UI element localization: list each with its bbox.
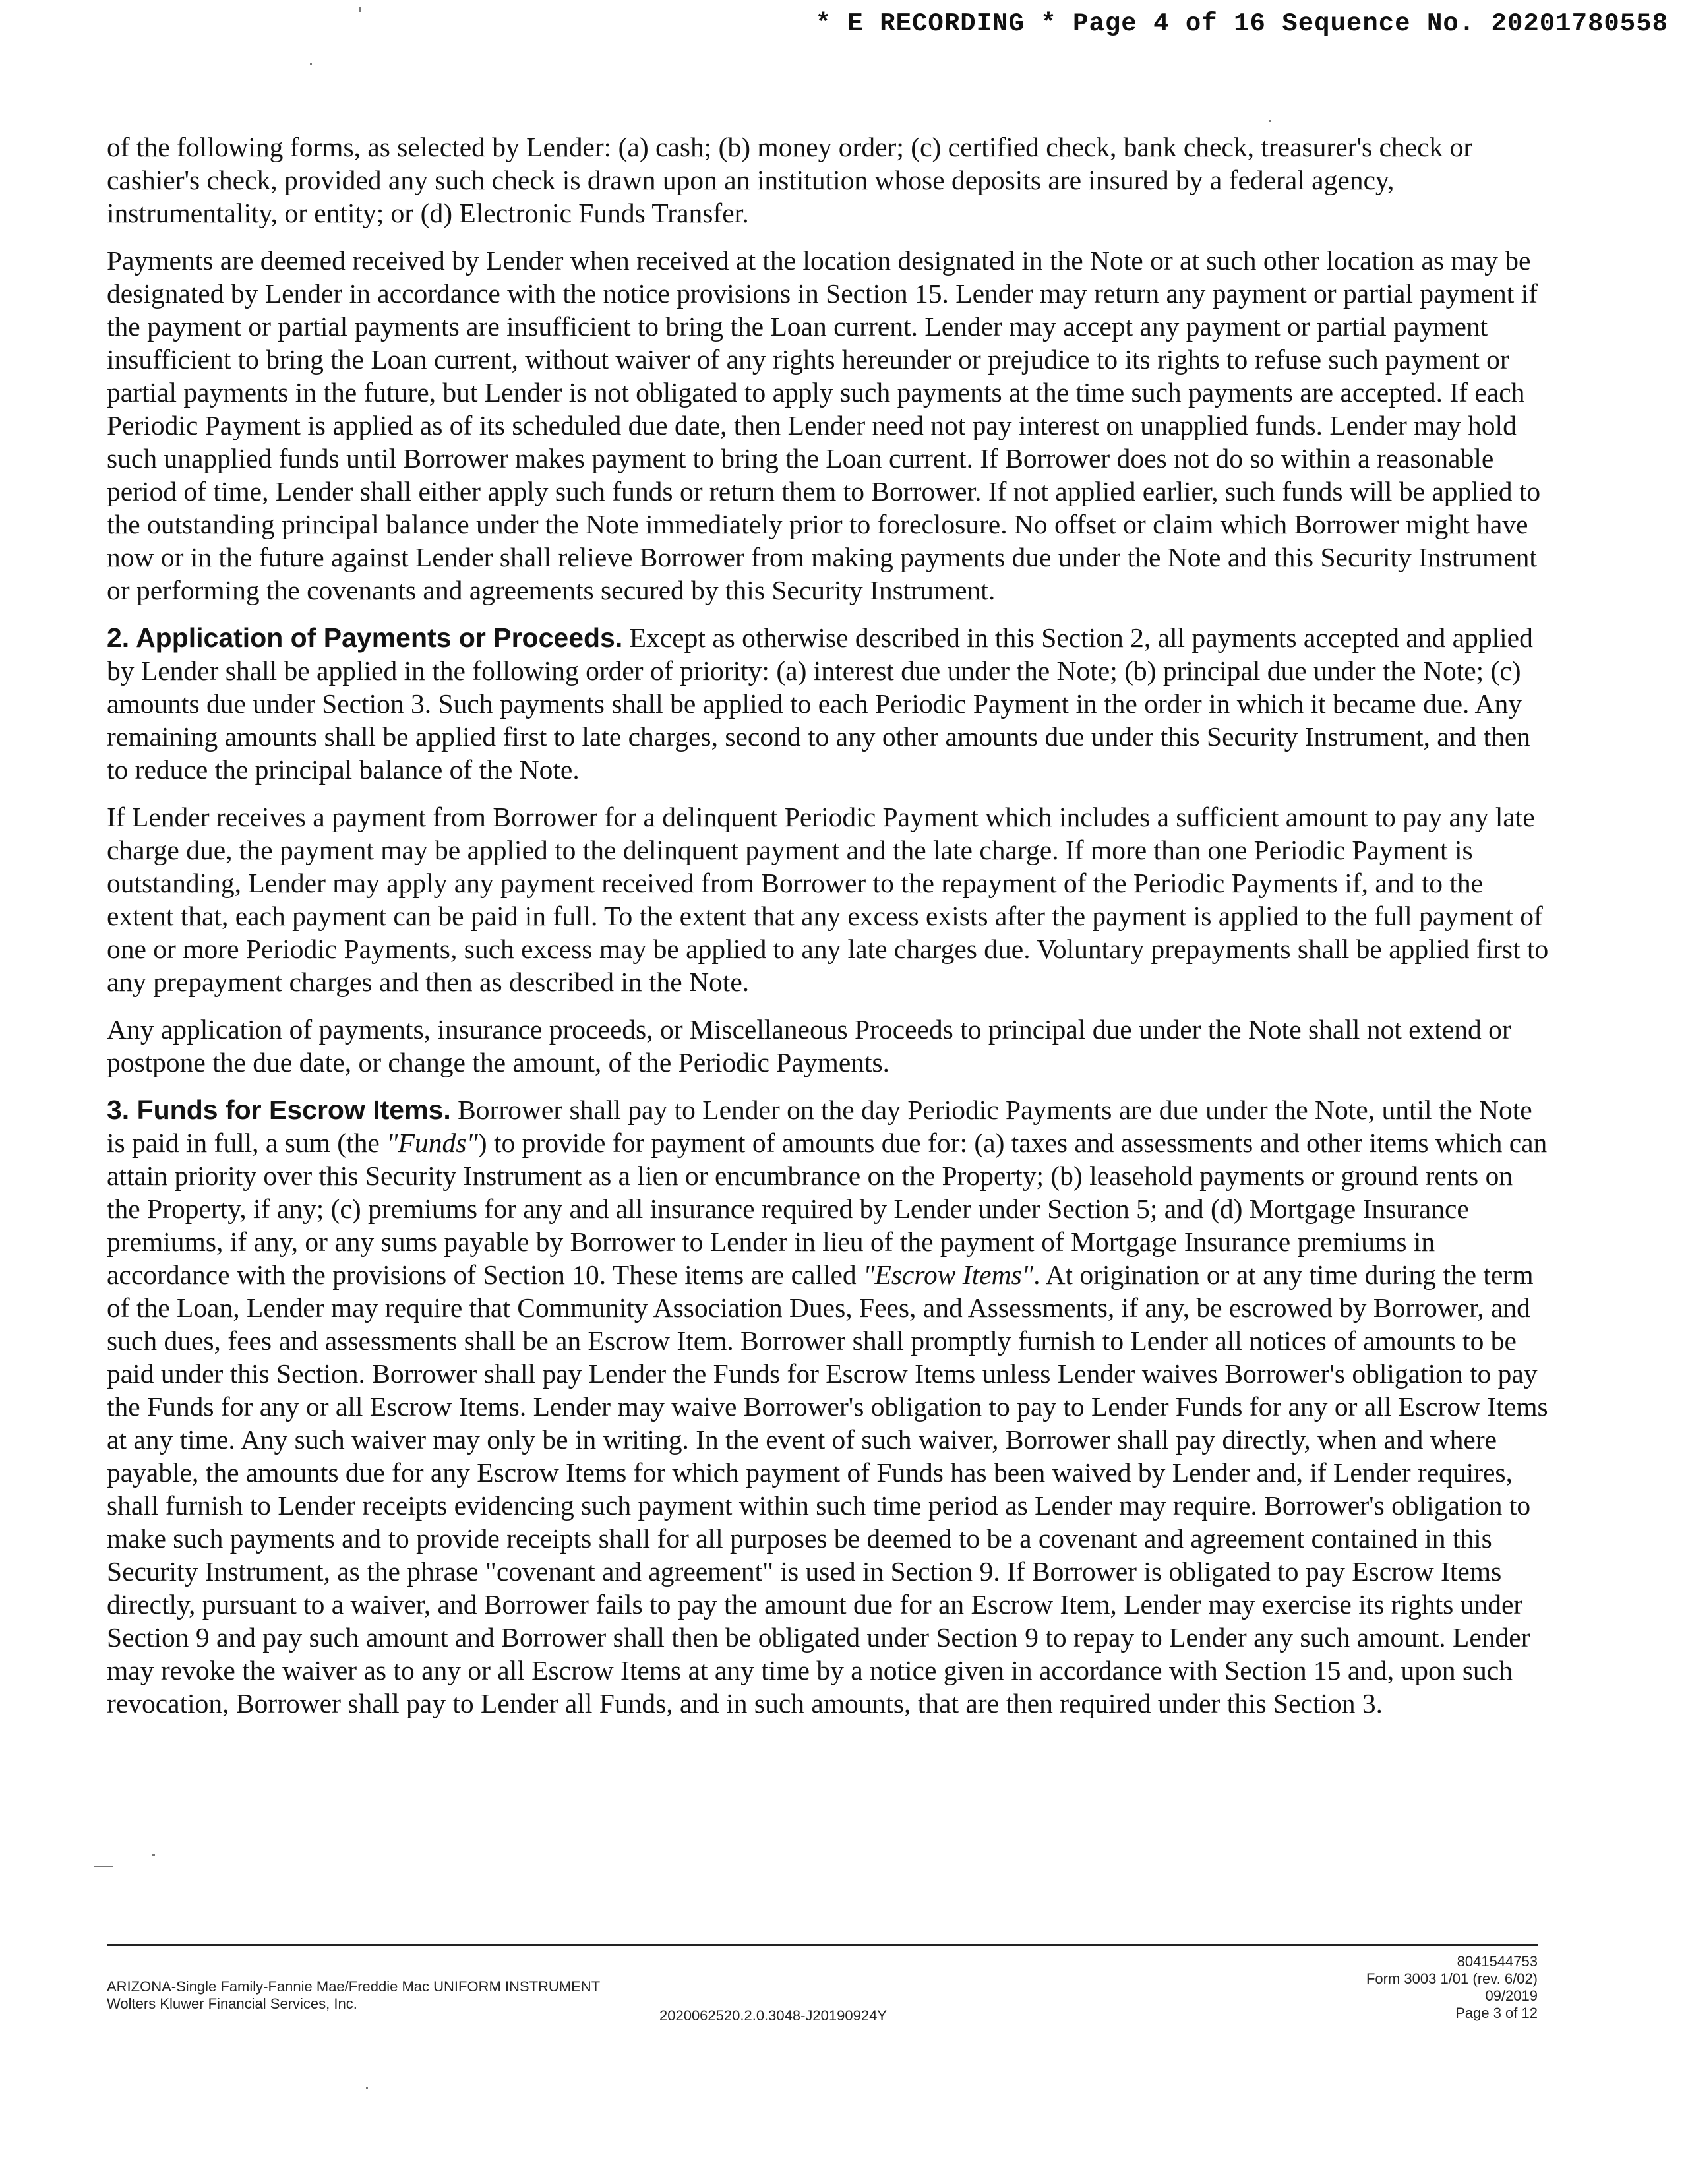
section-3-text-a: Borrower shall pay to Lender on the day Periodic Payments are due under the Note, until the Note is paid in full, a sum (the	[107, 1095, 1532, 1158]
section-3-text-b: ) to provide for payment of amounts due for: (a) taxes and assessments and other items which can attain priority over this Security Instrument as a lien or encumbrance on the Property; (b) leasehold payments or ground rents on the Property, if any; (c) premiums for any and all insurance required by Lender under Section 5; and (d) Mortgage Insurance premiums, if any, or any sums payable by Borrower to Lender in lieu of the payment of Mortgage Insurance premiums in accordance with the provisions of Section 10. These items are called	[107, 1128, 1548, 1290]
section-2-heading: 2. Application of Payments or Proceeds.	[107, 622, 623, 653]
funds-term: "Funds"	[386, 1128, 478, 1158]
section-3-text-c: . At origination or at any time during the term of the Loan, Lender may require that Community Association Dues, Fees, and Assessments, if any, be escrowed by Borrower, and such dues, fees and assessments shall be an Escrow Item. Borrower shall promptly furnish to Lender all notices of amounts to be paid under this Section. Borrower shall pay Lender the Funds for Escrow Items unless Lender waives Borrower's obligation to pay the Funds for any or all Escrow Items. Lender may waive Borrower's obligation to pay to Lender Funds for any or all Escrow Items at any time. Any such waiver may only be in writing. In the event of such waiver, Borrower shall pay directly, when and where payable, the amounts due for any Escrow Items for which payment of Funds has been waived by Lender and, if Lender requires, shall furnish to Lender receipts evidencing such payment within such time period as Lender may require. Borrower's obligation to make such payments and to provide receipts shall for all purposes be deemed to be a covenant and agreement contained in this Security Instrument, as the phrase "covenant and agreement" is used in Section 9. If Borrower is obligated to pay Escrow Items directly, pursuant to a waiver, and Borrower fails to pay the amount due for an Escrow Item, Lender may exercise its rights under Section 9 and pay such amount and Borrower shall then be obligated under Section 9 to repay to Lender any such amount. Lender may revoke the waiver as to any or all Escrow Items at any time by a notice given in accordance with Section 15 and, upon such revocation, Borrower shall pay to Lender all Funds, and in such amounts, that are then required under this Section 3.	[107, 1259, 1548, 1718]
section-3	[107, 1093, 1550, 1720]
section-2-text: Except as otherwise described in this Section 2, all payments accepted and applied by Lender shall be applied in the following order of priority: (a) interest due under the Note; (b) principal due under the Note; (c) amounts due under Section 3. Such payments shall be applied to each Periodic Payment in the order in which it became due. Any remaining amounts shall be applied first to late charges, second to any other amounts due under this Security Instrument, and then to reduce the principal balance of the Note.	[107, 622, 1533, 785]
paragraph-delinquent-payment: If Lender receives a payment from Borrower for a delinquent Periodic Payment which includes a sufficient amount to pay any late charge due, the payment may be applied to the delinquent payment and the late charge. If more than one Periodic Payment is outstanding, Lender may apply any payment received from Borrower to the repayment of the Periodic Payments if, and to the extent that, each payment can be paid in full. To the extent that any excess exists after the payment is applied to the full payment of one or more Periodic Payments, such excess may be applied to any late charges due. Voluntary prepayments shall be applied first to any prepayment charges and then as described in the Note.	[107, 802, 1549, 997]
footer-right	[1366, 1953, 1538, 2022]
section-2	[107, 621, 1550, 786]
section-3-heading: 3. Funds for Escrow Items.	[107, 1095, 451, 1125]
scan-speck	[1269, 120, 1271, 122]
scan-speck	[152, 1854, 155, 1856]
document-code: 2020062520.2.0.3048-J20190924Y	[659, 2007, 887, 2024]
footer-divider	[107, 1944, 1538, 1946]
page-number: Page 3 of 12	[1455, 2005, 1538, 2021]
escrow-items-term: "Escrow Items"	[863, 1259, 1034, 1290]
scan-speck	[310, 63, 312, 65]
loan-number: 8041544753	[1457, 1953, 1538, 1970]
paragraph-payments-received: Payments are deemed received by Lender when received at the location designated in the Note or at such other location as may be designated by Lender in accordance with the notice provisions in Section 15. Lender may return any payment or partial payment if the payment or partial payments are insufficient to bring the Loan current. Lender may accept any payment or partial payment insufficient to bring the Loan current, without waiver of any rights hereunder or prejudice to its rights to refuse such payment or partial payments in the future, but Lender is not obligated to apply such payments at the time such payments are accepted. If each Periodic Payment is applied as of its scheduled due date, then Lender need not pay interest on unapplied funds. Lender may hold such unapplied funds until Borrower makes payment to bring the Loan current. If Borrower does not do so within a reasonable period of time, Lender shall either apply such funds or return them to Borrower. If not applied earlier, such funds will be applied to the outstanding principal balance under the Note immediately prior to foreclosure. No offset or claim which Borrower might have now or in the future against Lender shall relieve Borrower from making payments due under the Note and this Security Instrument or performing the covenants and agreements secured by this Security Instrument.	[107, 245, 1541, 605]
paragraph-application-of-payments: Any application of payments, insurance proceeds, or Miscellaneous Proceeds to principal due under the Note shall not extend or postpone the due date, or change the amount, of the Periodic Payments.	[107, 1014, 1511, 1077]
form-number: Form 3003 1/01 (rev. 6/02)	[1366, 1970, 1538, 1987]
revision-date: 09/2019	[1485, 1987, 1538, 2004]
scan-speck	[94, 1866, 113, 1867]
recording-stamp: * E RECORDING * Page 4 of 16 Sequence No. 20201780558	[815, 9, 1668, 38]
publisher: Wolters Kluwer Financial Services, Inc.	[107, 1995, 357, 2012]
form-title: ARIZONA-Single Family-Fannie Mae/Freddie Mac UNIFORM INSTRUMENT	[107, 1978, 601, 1995]
paragraph-payment-forms: of the following forms, as selected by Lender: (a) cash; (b) money order; (c) certified check, bank check, treasurer's check or cashier's check, provided any such check is drawn upon an institution whose deposits are insured by a federal agency, instrumentality, or entity; or (d) Electronic Funds Transfer.	[107, 132, 1473, 228]
document-body	[107, 131, 1550, 1734]
scan-speck	[366, 2087, 368, 2089]
scan-speck	[359, 7, 361, 12]
footer-left	[107, 1978, 600, 2013]
